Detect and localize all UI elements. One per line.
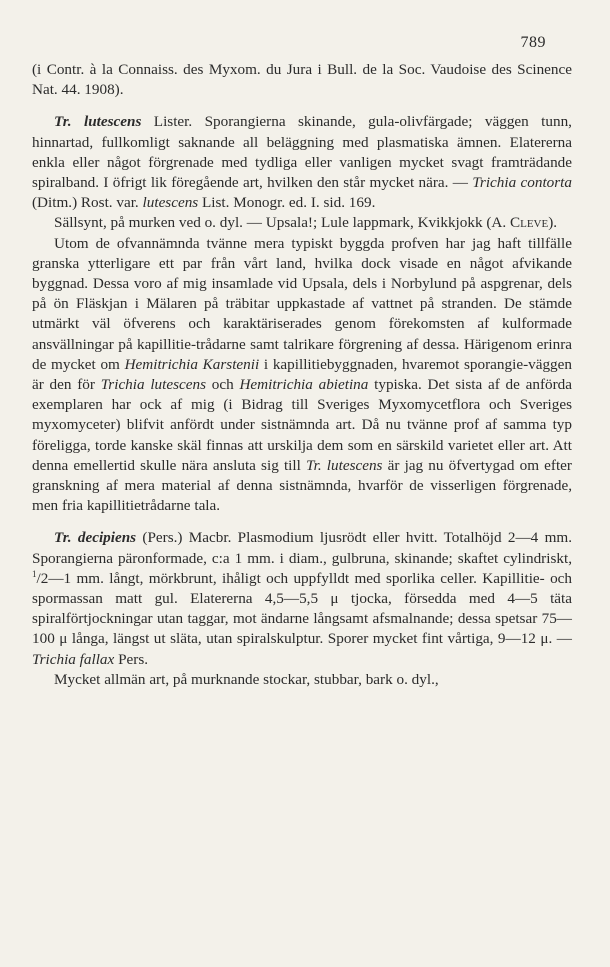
- text-run: ).: [548, 214, 558, 232]
- paragraph-distribution: [32, 213, 572, 233]
- italic-run: Trichia fallax: [32, 650, 115, 668]
- text-run: typiska. Det sista af de anförda exemplaren har ock af mig (i Bidrag till Sveriges Myxomycetflora och Sveriges myxomyceter) blifvit anfördt under sistnämnda art. Då nu tvänne prof af samma typ föreligga, torde kanske skäl finnas att urskilja dem som en särskild varietet eller art. Att denna emellertid skulle nära ansluta sig till: [32, 376, 572, 474]
- italic-run: Hemitrichia Karstenii: [124, 355, 260, 373]
- paragraph-reference: (i Contr. à la Connaiss. des Myxom. du Jura i Bull. de la Soc. Vaudoise des Scinence Nat. 44. 1908).: [32, 61, 572, 99]
- text-run: —1 mm. långt, mörkbrunt, ihåligt och uppfylldt med sporlika celler. Kapillitie- och spormassan matt gul. Elatererna 4,5—5,5 μ tjocka, försedda med 4—5 täta spiralförtjockningar utan taggar, mot ändarne långsamt afsmalnande; dessa spetsar 75—100 μ långa, längst ut släta, utan spiralskulptur. Sporer mycket fint vårtiga, 9—12 μ. —: [32, 569, 572, 648]
- page-number: 789: [520, 34, 546, 51]
- body-text: [32, 60, 572, 690]
- species-name: Tr. lutescens: [54, 113, 142, 131]
- text-run: Sällsynt, på murken ved o. dyl. — Upsala!; Lule lappmark, Kvikkjokk (A.: [54, 214, 510, 232]
- fraction-numerator: 1: [32, 568, 37, 579]
- paragraph-lutescens: [32, 112, 572, 213]
- fraction-denominator: 2: [40, 569, 49, 587]
- text-run: i kapillitiebyggnaden, hvaremot sporangie-väggen är den för: [32, 355, 572, 394]
- paragraph-discussion: [32, 234, 572, 517]
- italic-run: Tr. lutescens: [306, 456, 383, 474]
- italic-run: Trichia lutescens: [100, 376, 207, 394]
- text-run: (Pers.) Macbr. Plasmodium ljusrödt eller hvitt. Totalhöjd 2—4 mm. Sporangierna päronformade, c:a 1 mm. i diam., gulbruna, skinande; skaftet cylindriskt,: [32, 529, 572, 567]
- italic-run: lutescens: [142, 194, 199, 212]
- paragraph-occurrence: Mycket allmän art, på murknande stockar, stubbar, bark o. dyl.,: [54, 670, 439, 688]
- text-run: List. Monogr. ed. I. sid. 169.: [198, 194, 376, 212]
- species-name: Tr. decipiens: [54, 529, 137, 547]
- text-run: Pers.: [114, 650, 149, 668]
- text-run: (Ditm.) Rost. var.: [32, 194, 143, 212]
- text-run: Utom de ofvannämnda tvänne mera typiskt byggda profven har jag haft tillfälle granska ytterligare ett par från vårt land, hvilka dock visade en något afvikande byggnad. Dessa voro af mig insamlade vid Upsala, dels i Norbylund på aspgrenar, dels på ön Fläskjan i Mälaren på träbitar uppkastade af vattnet på stranden. De stämde utmärkt väl öfverens och karaktäriserades genom förekomsten af kulformade ansvällningar på kapillitie-trådarne samt talrikare förgrening af dessa. Härigenom erinra de mycket om: [32, 234, 572, 373]
- text-run: Lister. Sporangierna skinande, gula-olivfärgade; väggen tunn, hinnartad, fullkomligt saknande all beläggning med plasmatiska ämnen. Elatererna enkla eller något förgrenade med tydliga eller vanligen mycket svagt framträdande spiralband. I öfrigt lik föregående art, hvilken den står mycket nära. —: [32, 113, 572, 192]
- text-run: är jag nu öfvertygad om efter granskning af mera material af denna sistnämnda, hvarför de visserligen förgrenade, men fria kapillitietrådarne tala.: [32, 456, 572, 515]
- text-run: och: [206, 376, 240, 394]
- italic-run: Hemitrichia abietina: [239, 376, 369, 394]
- collector-name: Cleve: [509, 214, 549, 232]
- italic-run: Trichia contorta: [472, 174, 572, 192]
- paragraph-decipiens: Tr. decipiens (Pers.) Macbr. Plasmodium ljusrödt eller hvitt. Totalhöjd 2—4 mm. Sporangierna päronformade, c:a 1 mm. i diam., gulbruna, skinande; skaftet cylindriskt, $^1$/2—1 mm. långt, mörkbrunt, ihåligt och uppfylldt med sporlika celler. Kapillitie- och spormassan matt gul. Elatererna 4,5—5,5 μ tjocka, försedda med 4—5 täta spiralförtjockningar utan taggar, mot ändarne långsamt afsmalnande; dessa spetsar 75—100 μ långa, längst ut släta, utan spiralskulptur. Sporer mycket fint vårtiga, 9—12 μ. — Trichia fallax Pers.: [32, 529, 572, 668]
